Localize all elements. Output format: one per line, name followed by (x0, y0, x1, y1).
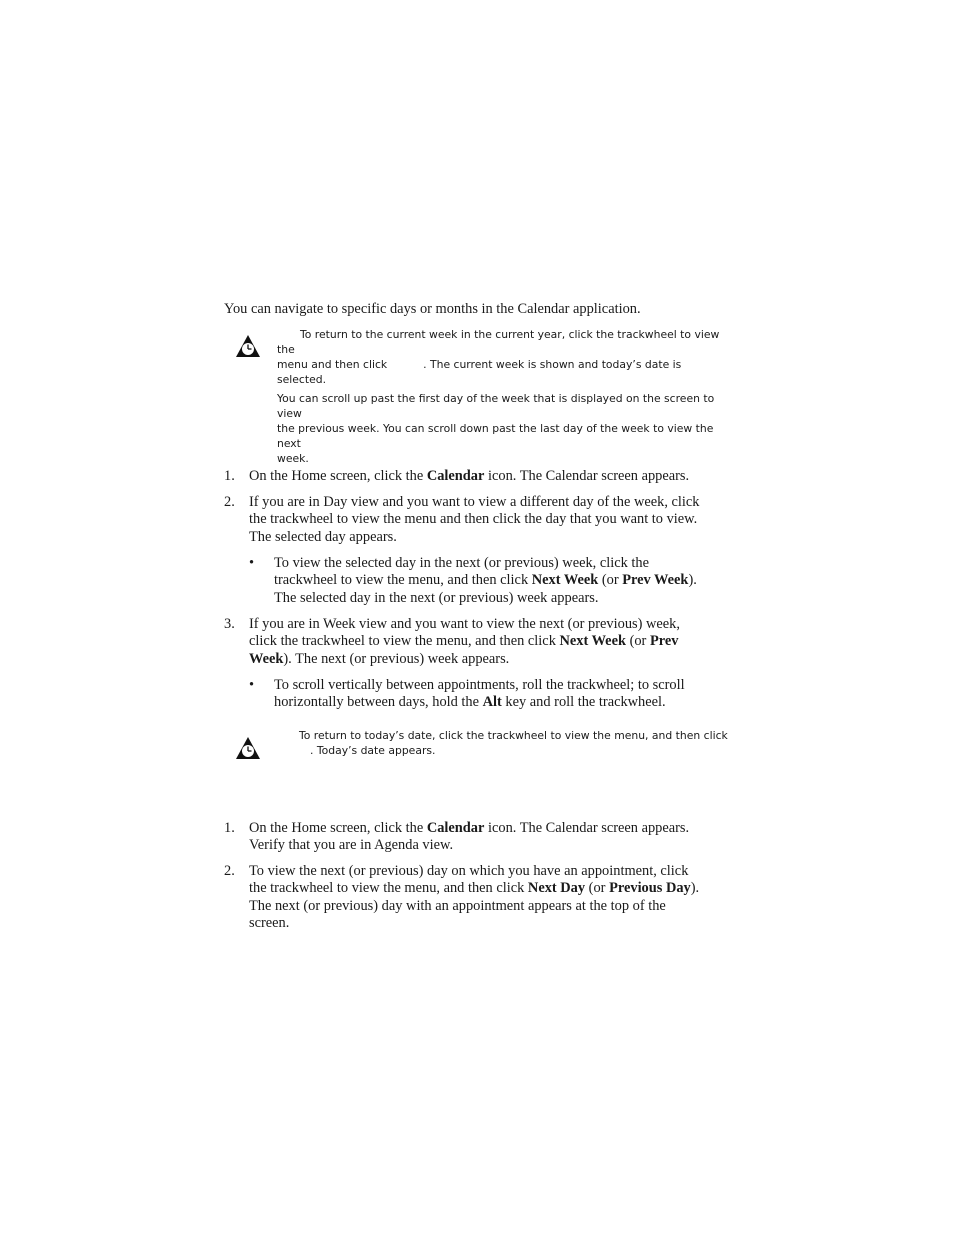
bullet-bold: Next Week (531, 572, 599, 589)
note2-line2: . Today’s date appears. (310, 744, 436, 757)
step-text: On the Home screen, click the (249, 468, 427, 484)
agenda-step-1 (224, 820, 729, 855)
note-today (299, 728, 729, 758)
note1-para2-line1: You can scroll up past the first day of the week that is displayed on the screen to view (277, 392, 715, 420)
step-line: If you are in Week view and you want to view the next (or previous) week, (249, 616, 680, 632)
step-bold: Next Week (559, 633, 626, 650)
step-line: the trackwheel to view the menu and then click the day that you want to view. (249, 511, 698, 528)
step-line: The selected day appears. (249, 528, 397, 545)
week-step-3-bullet (224, 677, 729, 712)
step-number: 1. (224, 820, 235, 836)
step-bold: Week (249, 650, 284, 667)
note1-line1: To return to the current week in the current year, click the trackwheel to view the (277, 328, 720, 356)
bullet-dot: • (249, 555, 255, 571)
step-text: icon. The Calendar screen appears. (484, 468, 690, 484)
note1-line2b: . The current week is shown and today’s date is selected. (277, 358, 682, 386)
step-line: To view the next (or previous) day on which you have an appointment, click (249, 863, 689, 879)
step-bold: Calendar (426, 820, 485, 836)
note-current-week (277, 327, 727, 466)
step-text: (or (585, 880, 610, 897)
bullet-dot: • (249, 677, 255, 693)
tip-clock-icon (235, 736, 261, 760)
step-number: 3. (224, 616, 235, 632)
step-line: the trackwheel to view the menu, and then click (249, 880, 528, 897)
bullet-line: To scroll vertically between appointments, roll the trackwheel; to scroll (274, 677, 685, 693)
step-number: 2. (224, 494, 235, 510)
bullet-line: horizontally between days, hold the (274, 694, 483, 711)
tip-clock-icon (235, 334, 261, 358)
bullet-text: ). (688, 572, 697, 589)
week-step-1 (224, 468, 729, 485)
bullet-bold: Alt (482, 694, 502, 711)
step-text: ). (690, 880, 700, 897)
step-text: On the Home screen, click the (249, 820, 427, 836)
agenda-step-2 (224, 863, 729, 933)
note2-line1: To return to today’s date, click the trackwheel to view the menu, and then click (299, 729, 728, 742)
step-text: (or (625, 633, 650, 650)
step-bold: Next Day (527, 880, 586, 897)
step-number: 2. (224, 863, 235, 879)
bullet-line: The selected day in the next (or previous) week appears. (274, 589, 599, 606)
step-line: If you are in Day view and you want to view a different day of the week, click (249, 494, 700, 510)
bullet-text: key and roll the trackwheel. (501, 694, 666, 711)
step-text: ). The next (or previous) week appears. (283, 650, 510, 667)
step-text: icon. The Calendar screen appears. (484, 820, 690, 836)
bullet-line: To view the selected day in the next (or previous) week, click the (274, 555, 650, 571)
note1-para2-line3: week. (277, 452, 309, 465)
note1-para2-line2: the previous week. You can scroll down past the last day of the week to view the next (277, 422, 714, 450)
step-bold: Calendar (426, 468, 485, 484)
bullet-bold: Prev Week (622, 572, 689, 589)
step-line: The next (or previous) day with an appointment appears at the top of the (249, 897, 666, 914)
intro-text: You can navigate to specific days or months in the Calendar application. (224, 301, 641, 317)
step-line: Verify that you are in Agenda view. (249, 837, 454, 854)
note1-line2a: menu and then click (277, 358, 388, 371)
step-number: 1. (224, 468, 235, 484)
bullet-text: (or (598, 572, 623, 589)
step-bold: Prev (649, 633, 679, 650)
step-bold: Previous Day (609, 880, 691, 897)
step-line: click the trackwheel to view the menu, and then click (249, 633, 560, 650)
week-step-3 (224, 616, 729, 668)
week-step-2 (224, 494, 729, 546)
step-line: screen. (249, 915, 290, 932)
bullet-line: trackwheel to view the menu, and then click (274, 572, 532, 589)
week-step-2-bullet (224, 555, 729, 607)
